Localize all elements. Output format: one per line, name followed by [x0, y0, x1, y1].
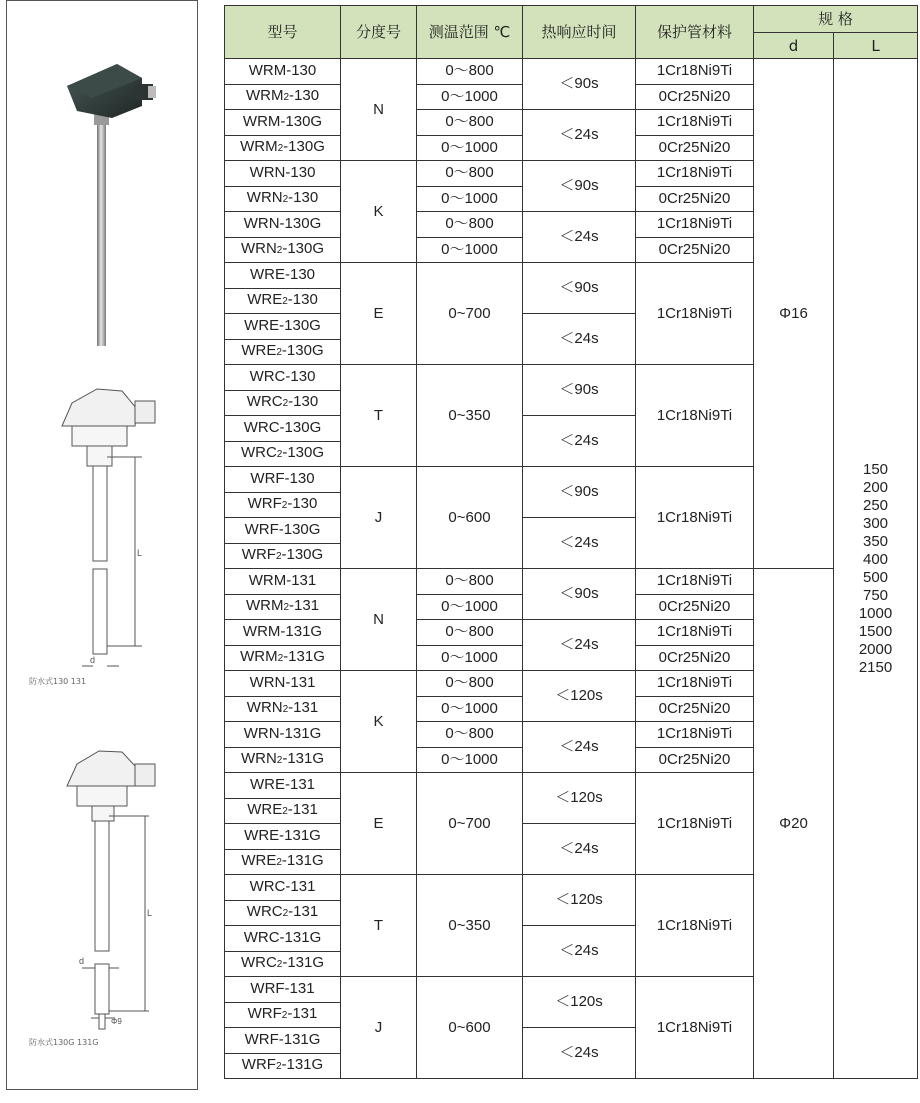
- cell-model: WRM-130G: [225, 110, 341, 136]
- spec-table-wrapper: [224, 5, 918, 1079]
- cell-model: WRE2-131G: [225, 849, 341, 875]
- cell-range: 0～1000: [417, 135, 523, 161]
- cell-range: 0~350: [417, 365, 523, 467]
- cell-model: WRM2-130G: [225, 135, 341, 161]
- cell-model: WRF-131: [225, 977, 341, 1003]
- cell-material: 1Cr18Ni9Ti: [636, 365, 754, 467]
- table-row: [225, 569, 918, 595]
- cell-material: 1Cr18Ni9Ti: [636, 467, 754, 569]
- L-value: 300: [862, 514, 889, 532]
- cell-model: WRN2-130: [225, 186, 341, 212]
- cell-response: ＜24s: [523, 824, 636, 875]
- L-value: 1500: [858, 622, 893, 640]
- cell-model: WRN-130G: [225, 212, 341, 238]
- spec-table-body: [225, 59, 918, 1079]
- cell-model: WRN2-131: [225, 696, 341, 722]
- cell-material: 0Cr25Ni20: [636, 696, 754, 722]
- product-image-panel: [6, 0, 198, 1090]
- cell-model: WRC-130G: [225, 416, 341, 442]
- L-value: 2000: [858, 640, 893, 658]
- cell-range: 0～1000: [417, 237, 523, 263]
- cell-model: WRC-131G: [225, 926, 341, 952]
- header-graduation: 分度号: [341, 6, 417, 59]
- cell-response: ＜24s: [523, 212, 636, 263]
- spec-table: [224, 5, 918, 1079]
- cell-model: WRC2-131G: [225, 951, 341, 977]
- cell-model: WRF2-131: [225, 1002, 341, 1028]
- cell-model: WRF-130G: [225, 518, 341, 544]
- cell-model: WRE-131G: [225, 824, 341, 850]
- cell-material: 1Cr18Ni9Ti: [636, 569, 754, 595]
- cell-graduation: J: [341, 467, 417, 569]
- thermocouple-photo: [7, 56, 197, 356]
- cell-material: 0Cr25Ni20: [636, 237, 754, 263]
- header-d: d: [754, 33, 834, 59]
- L-value: 150: [862, 460, 889, 478]
- L-value: 350: [862, 532, 889, 550]
- cell-material: 1Cr18Ni9Ti: [636, 212, 754, 238]
- cell-range: 0～1000: [417, 645, 523, 671]
- cell-model: WRC-130: [225, 365, 341, 391]
- cell-response: ＜90s: [523, 161, 636, 212]
- cell-graduation: K: [341, 161, 417, 263]
- cell-range: 0～1000: [417, 186, 523, 212]
- cell-material: 0Cr25Ni20: [636, 747, 754, 773]
- cell-graduation: E: [341, 773, 417, 875]
- cell-graduation: N: [341, 569, 417, 671]
- cell-material: 0Cr25Ni20: [636, 186, 754, 212]
- cell-graduation: J: [341, 977, 417, 1079]
- cell-model: WRN-130: [225, 161, 341, 187]
- header-L: L: [834, 33, 918, 59]
- L-value: 200: [862, 478, 889, 496]
- cell-response: ＜120s: [523, 773, 636, 824]
- cell-L-values: [834, 59, 918, 1079]
- cell-model: WRM2-131: [225, 594, 341, 620]
- L-value: 2150: [858, 658, 893, 676]
- header-material: 保护管材料: [636, 6, 754, 59]
- cell-model: WRE-130: [225, 263, 341, 289]
- cell-d: Φ20: [754, 569, 834, 1079]
- cell-model: WRC2-131: [225, 900, 341, 926]
- cell-range: 0～800: [417, 722, 523, 748]
- dim-label-d2: d: [79, 956, 85, 966]
- cell-response: ＜120s: [523, 875, 636, 926]
- cell-range: 0~600: [417, 977, 523, 1079]
- header-range: 测温范围 ℃: [417, 6, 523, 59]
- cell-material: 1Cr18Ni9Ti: [636, 977, 754, 1079]
- cell-response: ＜90s: [523, 467, 636, 518]
- cell-model: WRM2-131G: [225, 645, 341, 671]
- cell-material: 0Cr25Ni20: [636, 645, 754, 671]
- cell-model: WRF2-131G: [225, 1053, 341, 1079]
- cell-model: WRC2-130G: [225, 441, 341, 467]
- drawing-caption-130: 防水式130 131: [29, 677, 87, 686]
- cell-model: WRM-130: [225, 59, 341, 85]
- cell-graduation: T: [341, 365, 417, 467]
- cell-material: 1Cr18Ni9Ti: [636, 671, 754, 697]
- cell-range: 0～800: [417, 671, 523, 697]
- cell-graduation: N: [341, 59, 417, 161]
- cell-model: WRE-130G: [225, 314, 341, 340]
- cell-model: WRF-131G: [225, 1028, 341, 1054]
- cell-range: 0～800: [417, 161, 523, 187]
- drawing-130G-131G: [7, 746, 197, 1036]
- cell-response: ＜24s: [523, 620, 636, 671]
- L-value: 1000: [858, 604, 893, 622]
- dim-label-L2: L: [147, 908, 153, 918]
- cell-material: 1Cr18Ni9Ti: [636, 59, 754, 85]
- cell-range: 0～1000: [417, 84, 523, 110]
- cell-range: 0~700: [417, 263, 523, 365]
- cell-response: ＜24s: [523, 722, 636, 773]
- cell-model: WRC-131: [225, 875, 341, 901]
- cell-range: 0～800: [417, 59, 523, 85]
- cell-response: ＜120s: [523, 977, 636, 1028]
- L-value: 750: [862, 586, 889, 604]
- cell-material: 1Cr18Ni9Ti: [636, 875, 754, 977]
- cell-material: 1Cr18Ni9Ti: [636, 773, 754, 875]
- cell-material: 1Cr18Ni9Ti: [636, 263, 754, 365]
- cell-d: Φ16: [754, 59, 834, 569]
- cell-response: ＜90s: [523, 569, 636, 620]
- cell-response: ＜120s: [523, 671, 636, 722]
- cell-graduation: E: [341, 263, 417, 365]
- cell-model: WRE2-130: [225, 288, 341, 314]
- drawing-caption-130G: 防水式130G 131G: [29, 1038, 99, 1047]
- cell-response: ＜24s: [523, 518, 636, 569]
- cell-graduation: K: [341, 671, 417, 773]
- cell-range: 0～1000: [417, 747, 523, 773]
- cell-material: 0Cr25Ni20: [636, 135, 754, 161]
- cell-range: 0～1000: [417, 696, 523, 722]
- cell-response: ＜90s: [523, 365, 636, 416]
- cell-material: 1Cr18Ni9Ti: [636, 722, 754, 748]
- cell-model: WRF2-130G: [225, 543, 341, 569]
- cell-material: 1Cr18Ni9Ti: [636, 161, 754, 187]
- L-value: 500: [862, 568, 889, 586]
- dim-label-L: L: [137, 548, 143, 558]
- header-model: 型号: [225, 6, 341, 59]
- cell-model: WRN-131: [225, 671, 341, 697]
- cell-material: 1Cr18Ni9Ti: [636, 110, 754, 136]
- cell-model: WRM2-130: [225, 84, 341, 110]
- drawing-130-131: [7, 381, 197, 671]
- cell-material: 0Cr25Ni20: [636, 594, 754, 620]
- cell-material: 1Cr18Ni9Ti: [636, 620, 754, 646]
- cell-model: WRE-131: [225, 773, 341, 799]
- cell-range: 0～800: [417, 110, 523, 136]
- L-value: 400: [862, 550, 889, 568]
- cell-model: WRF2-130: [225, 492, 341, 518]
- cell-model: WRM-131: [225, 569, 341, 595]
- cell-response: ＜24s: [523, 314, 636, 365]
- cell-material: 0Cr25Ni20: [636, 84, 754, 110]
- cell-graduation: T: [341, 875, 417, 977]
- cell-model: WRE2-131: [225, 798, 341, 824]
- cell-response: ＜90s: [523, 263, 636, 314]
- cell-range: 0～800: [417, 212, 523, 238]
- cell-range: 0~600: [417, 467, 523, 569]
- cell-response: ＜24s: [523, 416, 636, 467]
- cell-range: 0～1000: [417, 594, 523, 620]
- cell-range: 0~700: [417, 773, 523, 875]
- cell-response: ＜24s: [523, 1028, 636, 1079]
- dim-label-d: d: [90, 655, 96, 665]
- cell-range: 0~350: [417, 875, 523, 977]
- L-value: 250: [862, 496, 889, 514]
- cell-range: 0～800: [417, 620, 523, 646]
- cell-model: WRF-130: [225, 467, 341, 493]
- table-row: [225, 59, 918, 85]
- cell-response: ＜24s: [523, 926, 636, 977]
- cell-model: WRN2-131G: [225, 747, 341, 773]
- cell-range: 0～800: [417, 569, 523, 595]
- cell-response: ＜24s: [523, 110, 636, 161]
- cell-response: ＜90s: [523, 59, 636, 110]
- header-response: 热响应时间: [523, 6, 636, 59]
- cell-model: WRM-131G: [225, 620, 341, 646]
- cell-model: WRC2-130: [225, 390, 341, 416]
- cell-model: WRN-131G: [225, 722, 341, 748]
- header-spec: 规 格: [754, 6, 918, 33]
- cell-model: WRN2-130G: [225, 237, 341, 263]
- cell-model: WRE2-130G: [225, 339, 341, 365]
- dim-label-phi9: Φ9: [111, 1017, 122, 1026]
